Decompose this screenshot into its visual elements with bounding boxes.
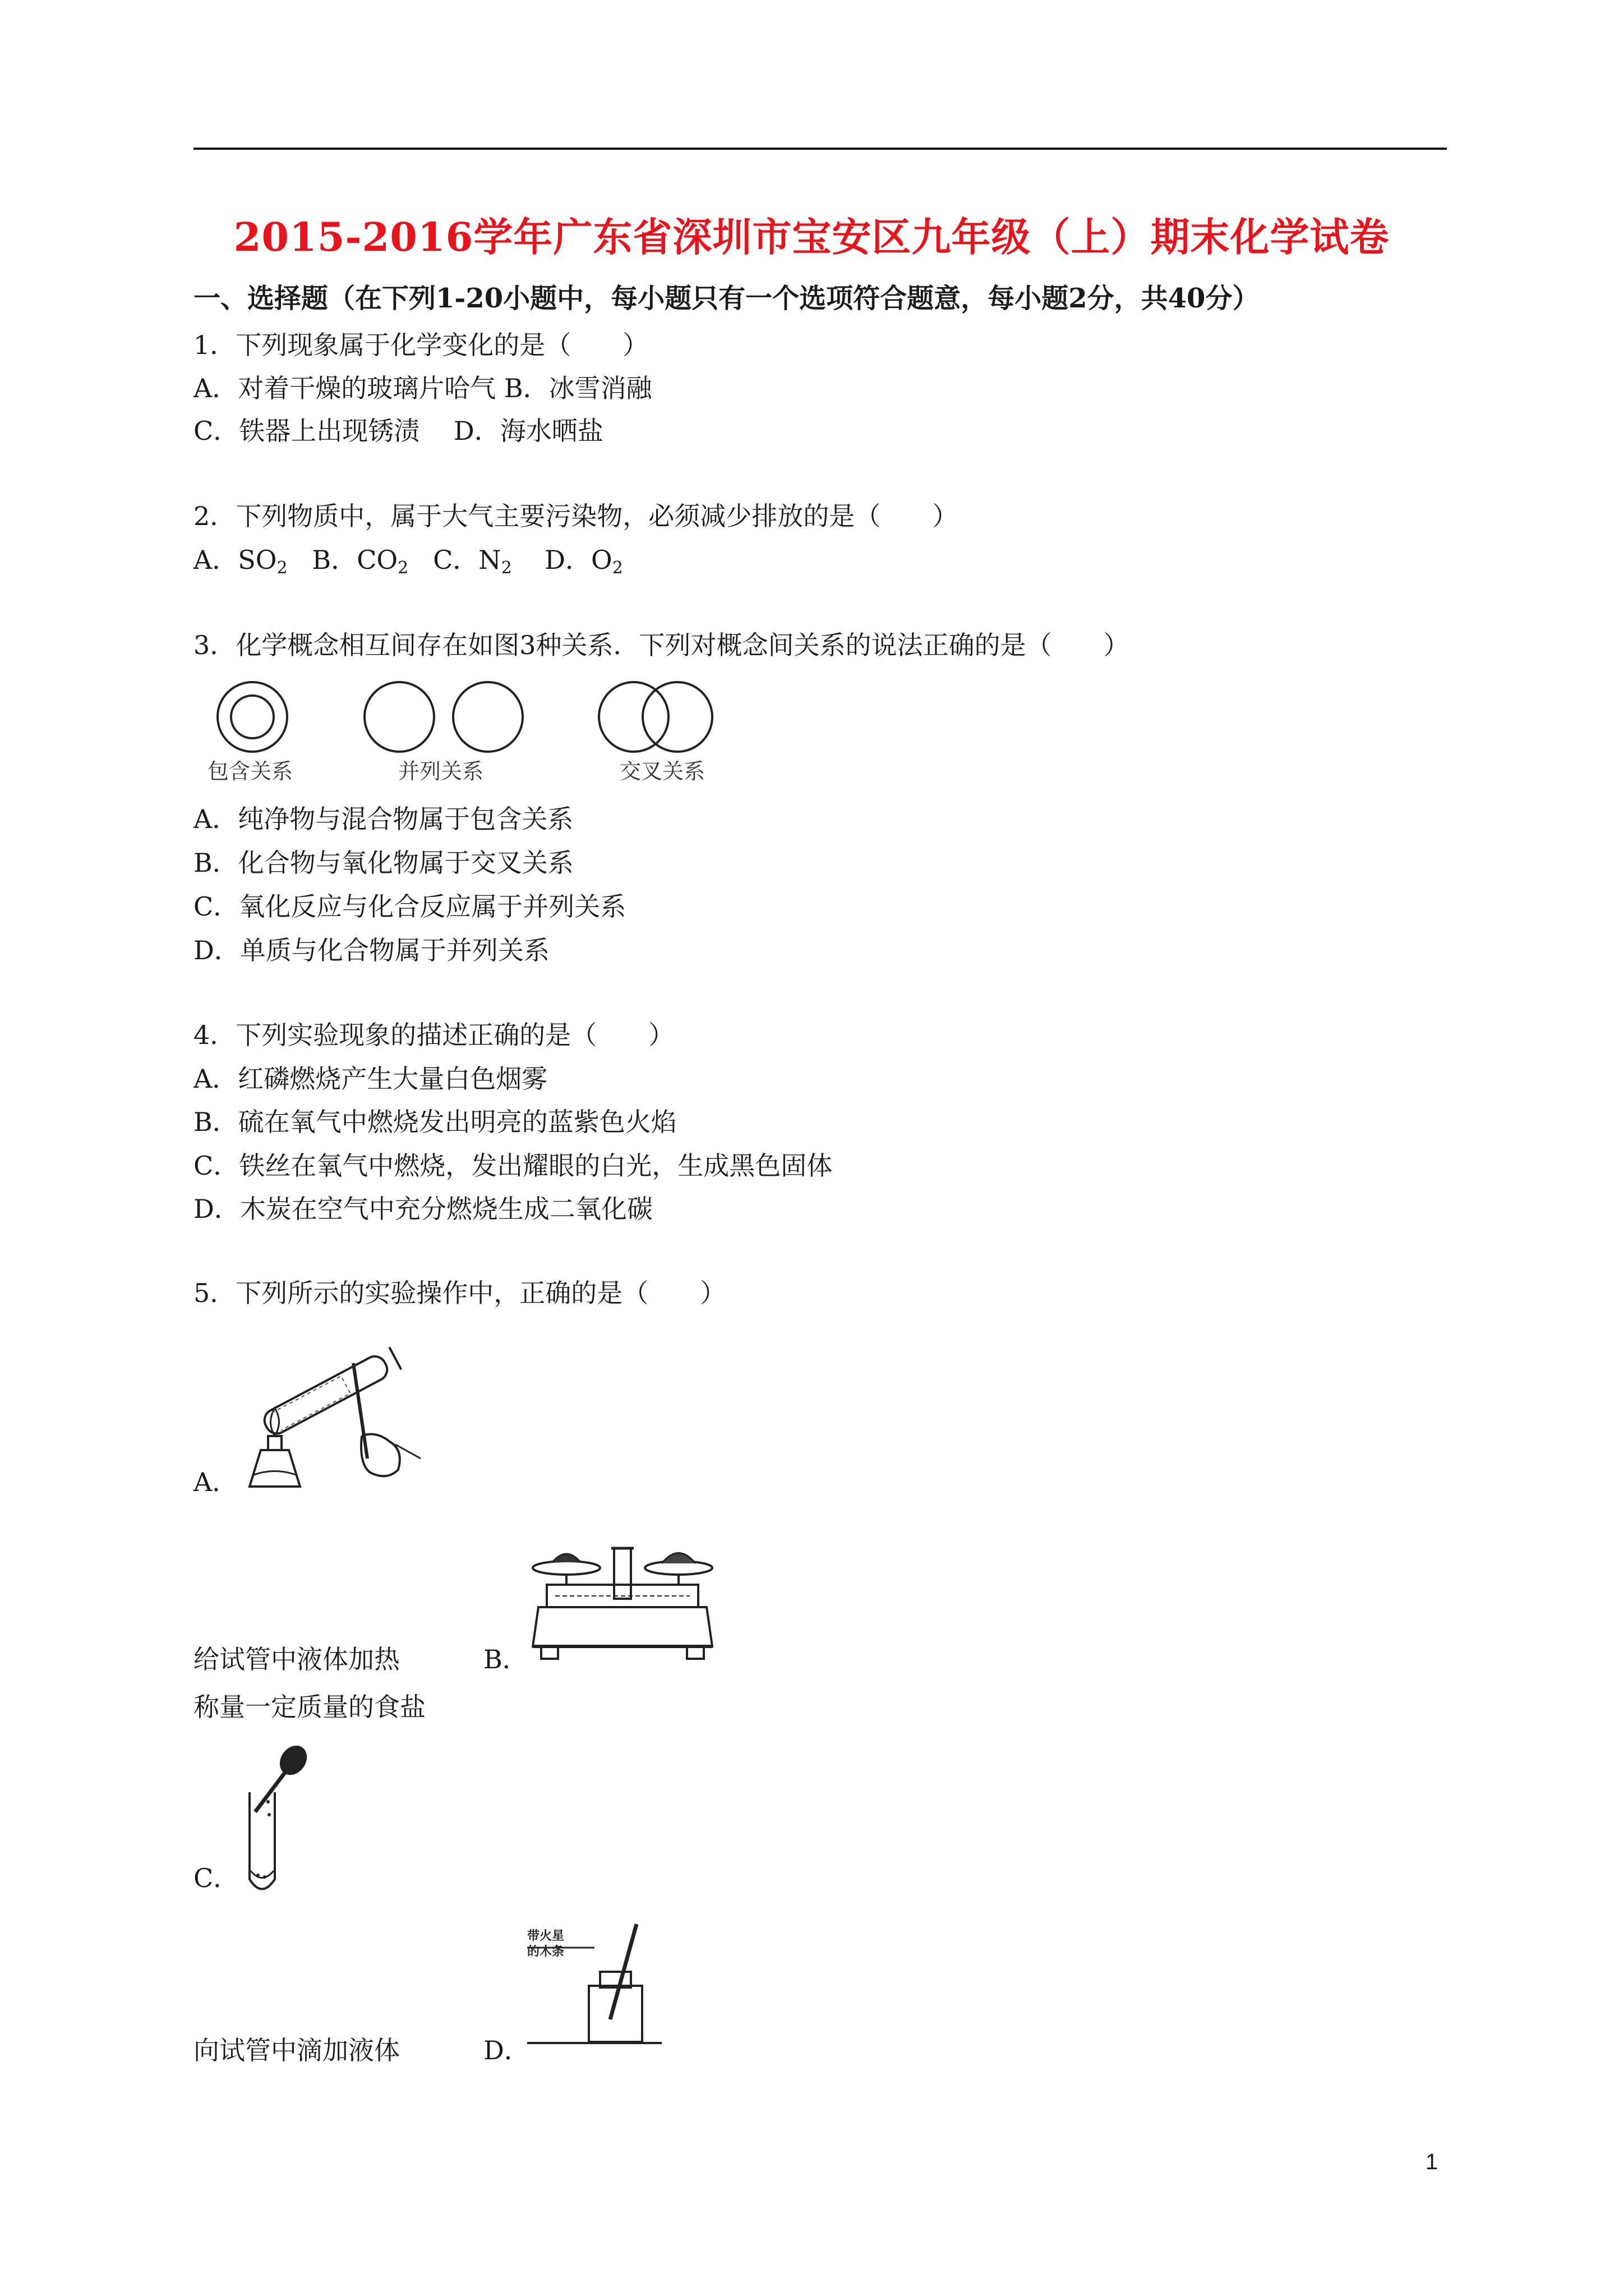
q2-option-b: B．$CO_2$	[312, 545, 409, 578]
q1-options-ab: A．对着干燥的玻璃片哈气 B．冰雪消融	[193, 373, 652, 403]
label-containment: 包含关系	[208, 760, 293, 784]
q3-relation-diagram	[191, 673, 740, 791]
q2-option-c: C．$N_2$	[433, 545, 512, 578]
q3-option-b: B．化合物与氧化物属于交叉关系	[193, 848, 574, 878]
q5-figure-c-dropper	[241, 1739, 320, 1902]
exam-title: 2015-2016学年广东省深圳市宝安区九年级（上）期末化学试卷	[233, 214, 1390, 260]
q5-option-d-label: D．	[483, 2035, 530, 2065]
q3-option-d: D．单质与化合物属于并列关系	[193, 935, 550, 965]
q3-option-a: A．纯净物与混合物属于包含关系	[193, 804, 574, 834]
q2-stem: 2．下列物质中，属于大气主要污染物，必须减少排放的是（ ）	[193, 501, 958, 531]
q5-stem: 5．下列所示的实验操作中，正确的是（ ）	[193, 1278, 726, 1308]
q5-option-b-label: B．	[483, 1644, 528, 1674]
q2-option-d: D．$O_2$	[545, 545, 623, 578]
q5-figure-a-heating	[236, 1324, 437, 1503]
q3-option-c: C．氧化反应与化合反应属于并列关系	[193, 891, 626, 922]
page-number: 1	[1425, 2150, 1438, 2174]
label-intersect: 交叉关系	[620, 760, 706, 784]
q5-option-c-caption: 向试管中滴加液体	[193, 2035, 400, 2065]
section-heading: 一、选择题（在下列1-20小题中，每小题只有一个选项符合题意，每小题2分，共40分）	[193, 283, 1260, 314]
q5-option-a-label: A．	[193, 1467, 238, 1497]
q5-figure-d-bottle	[527, 1918, 673, 2062]
q5-option-a-caption: 给试管中液体加热	[193, 1644, 400, 1674]
q3-stem: 3．化学概念相互间存在如图3种关系．下列对概念间关系的说法正确的是（ ）	[193, 630, 1129, 660]
q5-option-c-label: C．	[193, 1863, 239, 1893]
q1-options-cd: C．铁器上出现锈渍 D．海水晒盐	[193, 416, 603, 446]
q2-option-a: A．$SO_2$	[193, 545, 288, 578]
q4-option-a: A．红磷燃烧产生大量白色烟雾	[193, 1064, 548, 1094]
q4-option-d: D．木炭在空气中充分燃烧生成二氧化碳	[193, 1194, 653, 1224]
q4-stem: 4．下列实验现象的描述正确的是（ ）	[193, 1020, 675, 1050]
q1-stem: 1．下列现象属于化学变化的是（ ）	[193, 330, 649, 360]
figure-d-text-1: 带火星	[527, 1929, 565, 1943]
top-rule	[193, 148, 1447, 150]
label-parallel: 并列关系	[398, 760, 484, 784]
q5-option-b-caption: 称量一定质量的食盐	[193, 1692, 426, 1722]
q5-figure-b-balance	[524, 1540, 721, 1669]
q2-options	[193, 543, 623, 585]
q4-option-b: B．硫在氧气中燃烧发出明亮的蓝紫色火焰	[193, 1107, 677, 1137]
q4-option-c: C．铁丝在氧气中燃烧，发出耀眼的白光，生成黑色固体	[193, 1151, 833, 1181]
figure-d-text-2: 的木条	[527, 1944, 565, 1958]
